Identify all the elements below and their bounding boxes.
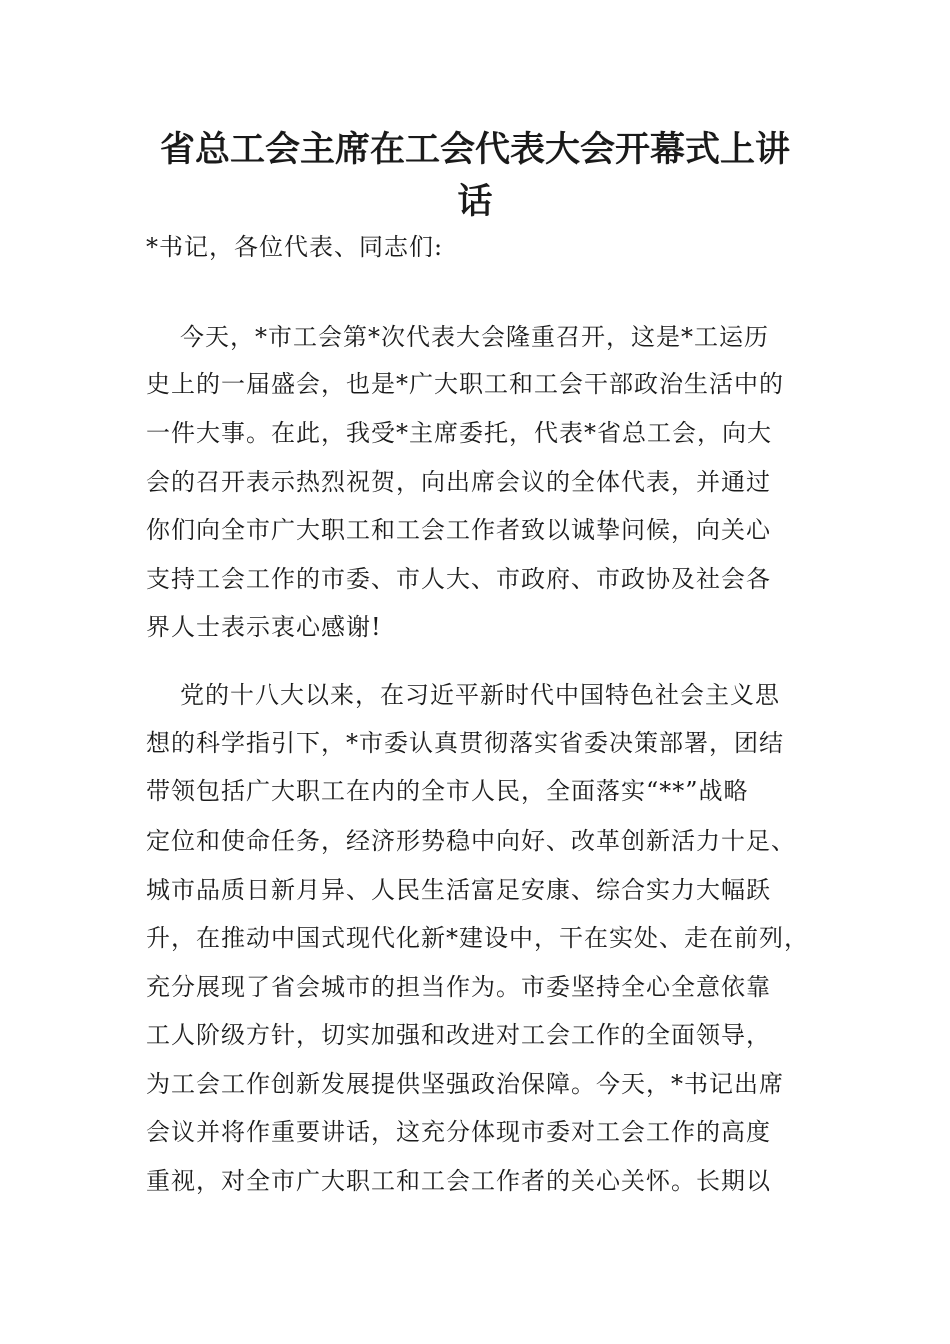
document-title (0, 124, 950, 228)
paragraph-2-line: 工人阶级方针，切实加强和改进对工会工作的全面领导， (146, 1021, 771, 1049)
paragraph-2-line: 升，在推动中国式现代化新*建设中，干在实处、走在前列， (146, 924, 809, 952)
paragraph-2-line: 重视，对全市广大职工和工会工作者的关心关怀。长期以 (146, 1167, 771, 1195)
paragraph-1-line: 一件大事。在此，我受*主席委托，代表*省总工会，向大 (146, 419, 772, 447)
paragraph-1-line: 会的召开表示热烈祝贺，向出席会议的全体代表，并通过 (146, 468, 771, 496)
paragraph-2-line: 充分展现了省会城市的担当作为。市委坚持全心全意依靠 (146, 973, 771, 1001)
paragraph-2-line: 城市品质日新月异、人民生活富足安康、综合实力大幅跃 (146, 876, 771, 904)
paragraph-2-line: 想的科学指引下，*市委认真贯彻落实省委决策部署，团结 (146, 729, 784, 757)
paragraph-2-line: 带领包括广大职工在内的全市人民，全面落实“**”战略 (146, 777, 749, 805)
title-line-2: 话 (457, 181, 493, 222)
salutation: *书记，各位代表、同志们: (146, 233, 444, 261)
paragraph-1-line: 支持工会工作的市委、市人大、市政府、市政协及社会各 (146, 565, 771, 593)
paragraph-1-line: 史上的一届盛会，也是*广大职工和工会干部政治生活中的 (146, 370, 784, 398)
paragraph-1-line: 你们向全市广大职工和工会工作者致以诚挚问候，向关心 (146, 516, 771, 544)
paragraph-2-line: 为工会工作创新发展提供坚强政治保障。今天，*书记出席 (146, 1070, 784, 1098)
title-line-1: 省总工会主席在工会代表大会开幕式上讲 (159, 129, 790, 170)
paragraph-2-line: 定位和使命任务，经济形势稳中向好、改革创新活力十足、 (146, 827, 796, 855)
paragraph-2-line: 会议并将作重要讲话，这充分体现市委对工会工作的高度 (146, 1118, 771, 1146)
paragraph-1-line: 今天，*市工会第*次代表大会隆重召开，这是*工运历 (180, 323, 769, 351)
paragraph-1-line: 界人士表示衷心感谢! (146, 613, 382, 641)
paragraph-2-line: 党的十八大以来，在习近平新时代中国特色社会主义思 (180, 681, 780, 709)
